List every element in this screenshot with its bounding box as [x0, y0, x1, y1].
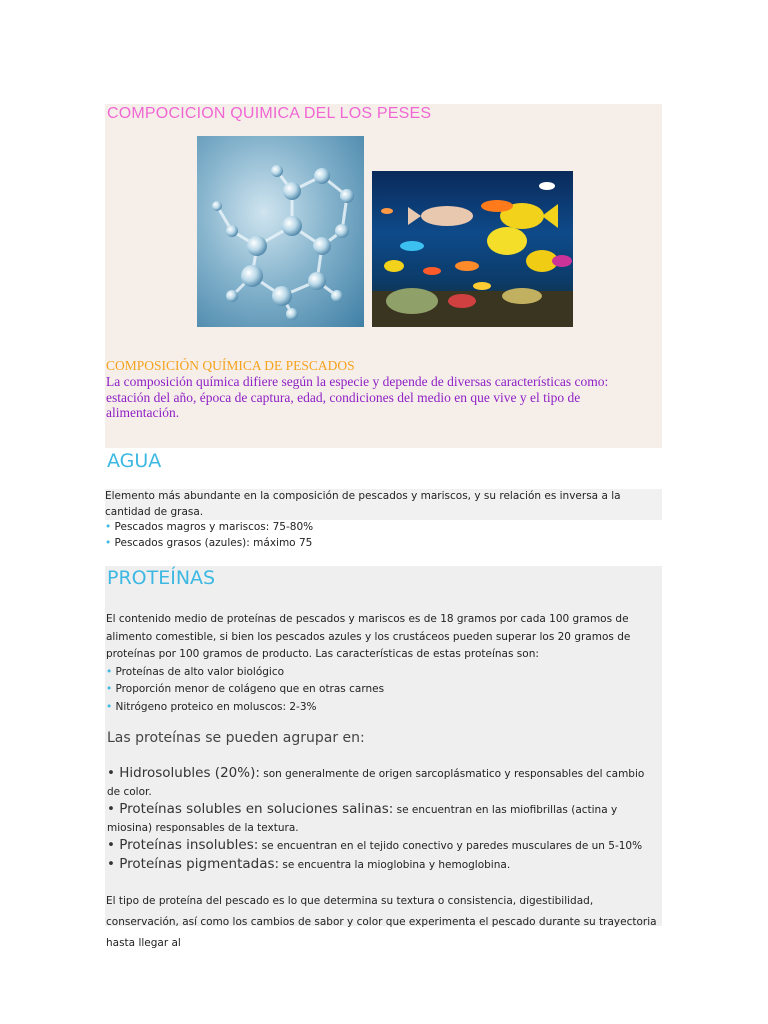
group-term: Hidrosolubles (20%):	[119, 765, 260, 781]
bullet-icon: •	[107, 855, 120, 872]
list-item	[107, 837, 659, 856]
intro-block	[105, 104, 662, 448]
list-item	[106, 699, 658, 717]
list-item-text: Nitrógeno proteico en moluscos: 2-3%	[115, 700, 317, 713]
list-item	[107, 801, 659, 837]
group-desc: se encuentran en el tejido conectivo y paredes musculares de un 5-10%	[258, 840, 643, 852]
list-item	[106, 681, 658, 699]
list-item	[107, 856, 659, 875]
bullet-icon: •	[107, 765, 120, 781]
group-desc: se encuentra la mioglobina y hemoglobina.	[279, 858, 511, 871]
list-item	[105, 520, 662, 536]
composition-title: COMPOSICIÓN QUÍMICA DE PESCADOS	[106, 358, 355, 373]
tropical-fish-image	[372, 171, 573, 327]
list-item-text: Proporción menor de colágeno que en otras carnes	[115, 683, 385, 695]
group-term: Proteínas pigmentadas:	[119, 855, 280, 872]
bullet-icon: •	[105, 521, 115, 533]
composition-text: La composición química difiere según la especie y depende de diversas características como: estación del año, época de captura, edad, condiciones del medio en que vive y el tipo de alimentación.	[106, 374, 609, 420]
proteinas-group-heading: Las proteínas se pueden agrupar en:	[107, 730, 365, 746]
bullet-icon: •	[106, 700, 116, 713]
list-item-text: Pescados magros y mariscos: 75-80%	[114, 521, 314, 533]
agua-heading: AGUA	[107, 450, 162, 472]
bullet-icon: •	[107, 801, 120, 817]
page-title: COMPOCICION QUIMICA DEL LOS PESES	[107, 105, 432, 122]
proteinas-block	[105, 566, 662, 949]
proteinas-heading: PROTEÍNAS	[107, 567, 216, 589]
molecule-image	[197, 136, 364, 327]
agua-lead: Elemento más abundante en la composición de pescados y mariscos, y su relación es inversa a la cantidad de grasa.	[105, 489, 662, 520]
list-item	[105, 536, 662, 552]
proteinas-group-list	[107, 765, 659, 874]
list-item-text: Pescados grasos (azules): máximo 75	[114, 536, 313, 549]
proteinas-intro	[106, 611, 658, 716]
group-term: Proteínas solubles en soluciones salinas:	[119, 801, 394, 817]
proteinas-outro: El tipo de proteína del pescado es lo que determina su textura o consistencia, digestibilidad, conservación, así como los cambios de sabor y color que experimenta el pescado durante su trayectoria hasta llegar al	[106, 895, 657, 949]
agua-content	[105, 489, 662, 551]
fish-illustration	[372, 171, 573, 327]
list-item	[107, 765, 659, 801]
group-desc: se encuentran en las miofibrillas (actina y miosina) responsables de la textura.	[107, 804, 618, 834]
group-desc: son generalmente de origen sarcoplásmatico y responsables del cambio de color.	[107, 768, 645, 798]
group-term: Proteínas insolubles:	[119, 837, 259, 853]
bullet-icon: •	[107, 837, 120, 853]
bullet-icon: •	[105, 536, 115, 549]
proteinas-intro-text: El contenido medio de proteínas de pescados y mariscos es de 18 gramos por cada 100 gramos de alimento comestible, si bien los pescados azules y los crustáceos pueden superar los 20 gramos de proteínas por 100 gramos de producto. Las características de estas proteínas son:	[106, 613, 631, 660]
bullet-icon: •	[106, 665, 116, 678]
bullet-icon: •	[106, 683, 116, 695]
list-item-text: Proteínas de alto valor biológico	[115, 665, 285, 678]
molecule-illustration	[197, 136, 364, 327]
list-item	[106, 664, 658, 682]
